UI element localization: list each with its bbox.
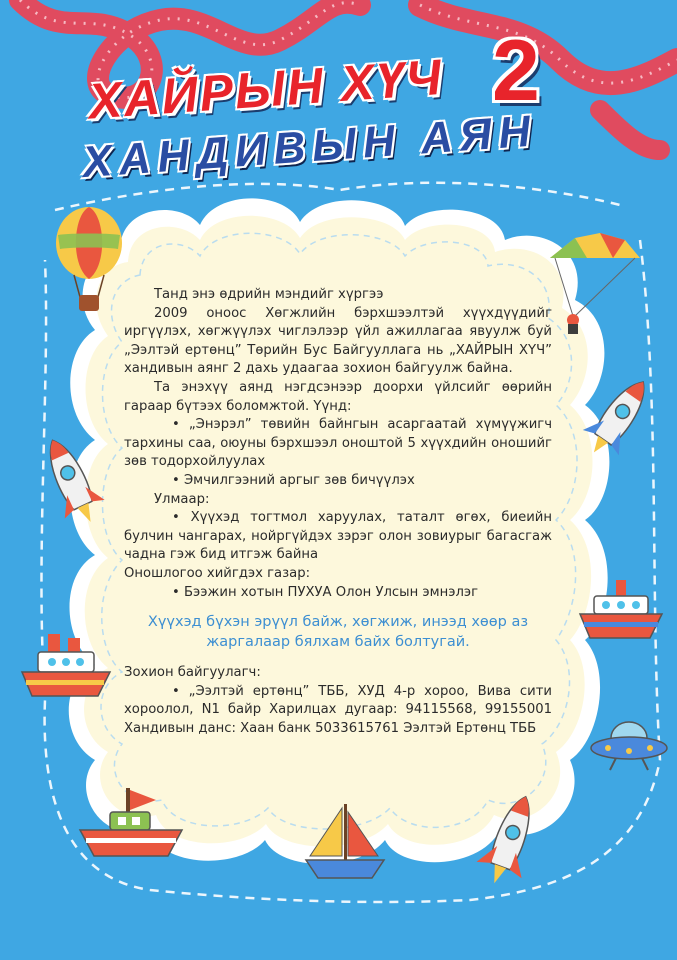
- title-line-1: ХАЙРЫН ХҮЧ: [86, 48, 445, 130]
- parachute-illustration: [545, 228, 645, 338]
- announcement-body: [124, 286, 552, 738]
- ufo-illustration: [588, 714, 670, 774]
- title-number: 2: [492, 23, 540, 119]
- rocket-illustration-bottom: [470, 790, 550, 890]
- greeting: Танд энэ өдрийн мэндийг хүргээ: [154, 287, 384, 302]
- steamboat-illustration: [18, 626, 114, 706]
- paragraph-intro: 2009 оноос Хөгжлийн бэрхшээлтэй хүүхдүүдийг иргүүлэх, хөгжүүлэх чиглэлээр үйл ажиллагаа явуулж буй „Ээлтэй ертөнц” Төрийн Бус Байгууллага нь „ХАЙРЫН ХҮЧ” хандивын аянг 2 дахь удаагаа зохион байгуулж байна.: [124, 305, 552, 377]
- paragraph-label: Улмаар:: [154, 491, 210, 507]
- list-item: • Эмчилгээний аргыг зөв бичүүлэх: [172, 472, 415, 488]
- list-item: • „Ээлтэй ертөнц” ТББ, ХУД 4-р хороо, Вива сити хороолол, N1 байр Харилцах дугаар: 94115568, 99155001 Хандивын данс: Хаан банк 5033615761 Ээлтэй Ертөнц ТББ: [124, 683, 552, 736]
- paragraph-label: Оношлогоо хийгдэх газар:: [124, 565, 311, 581]
- paragraph-opportunity: Та энэхүү аянд нэгдсэнээр доорхи үйлсийг өөрийн гараар бүтээх боломжтой. Үүнд:: [124, 379, 552, 414]
- rocket-illustration-right: [578, 370, 658, 465]
- list-item: • „Энэрэл” төвийн байнгын асаргаатай хүмүүжигч тархины саа, оюуны бэрхшээл оноштой 5 хүүхдийн оношийг зөв тодорхойлуулах: [124, 417, 552, 470]
- ship-illustration: [576, 576, 666, 648]
- title-line-2: ХАНДИВЫН АЯН: [80, 106, 539, 188]
- rocket-illustration-left: [36, 432, 108, 532]
- list-item: • Хүүхэд тогтмол харуулах, таталт өгөх, биеийн булчин чангарах, нойргүйдэх зэрэг олон зовиурыг багасгаж чадна гэж бид итгэж байна: [124, 510, 552, 563]
- highlight-wish: Хүүхэд бүхэн эрүүл байж, хөгжиж, инээд хөөр аз жаргалаар бялхам байх болтугай.: [147, 614, 529, 651]
- sailboat-illustration: [300, 802, 390, 882]
- hot-air-balloon-illustration: [48, 205, 130, 315]
- paragraph-label: Зохион байгуулагч:: [124, 665, 261, 681]
- list-item: • Бээжин хотын ПУХУА Олон Улсын эмнэлэг: [172, 584, 479, 600]
- toy-boat-illustration: [76, 782, 186, 868]
